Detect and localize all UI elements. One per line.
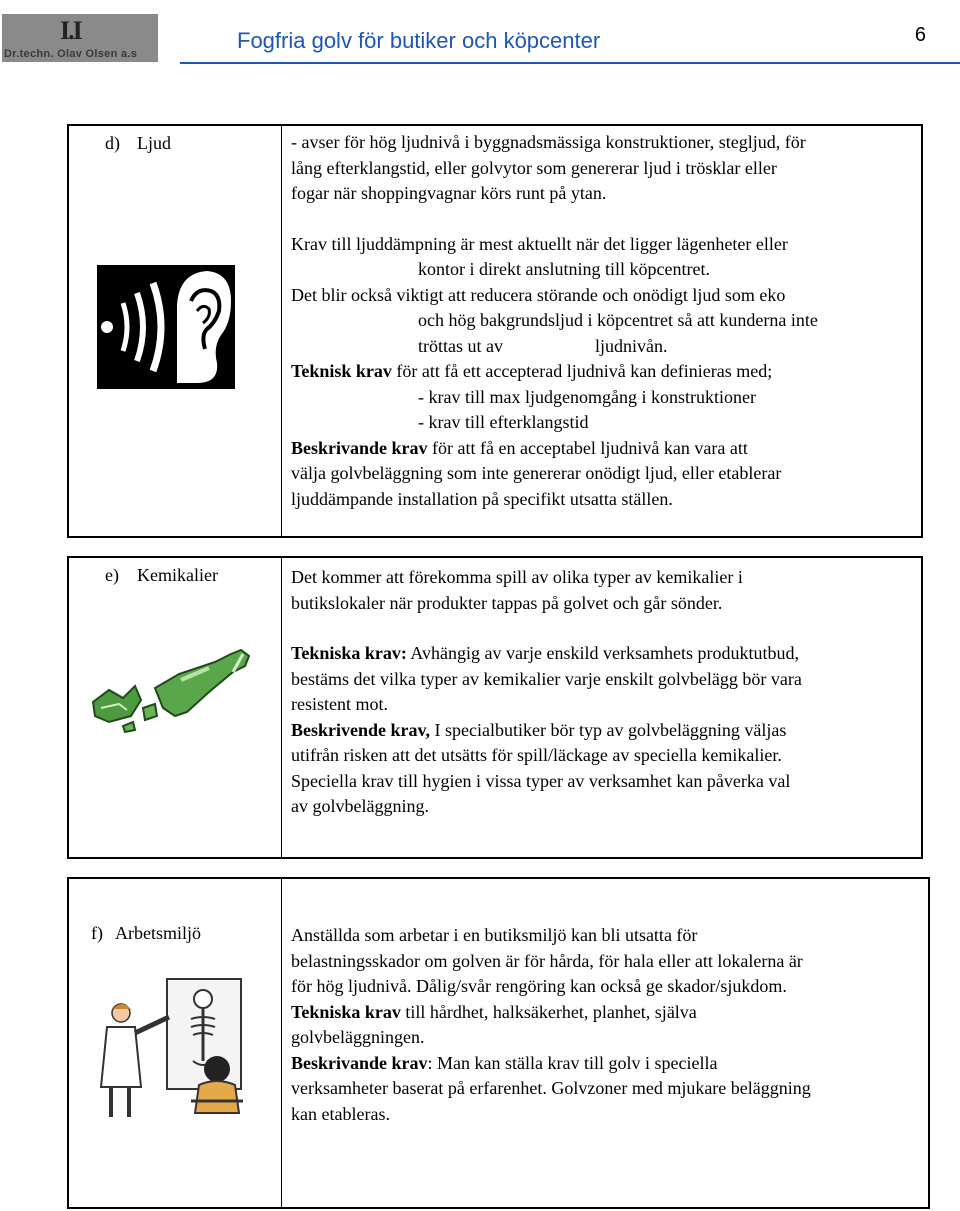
bold-term: Teknisk krav: [291, 361, 392, 381]
header-rule: [180, 62, 960, 64]
text-line: välja golvbeläggning som inte genererar onödigt ljud, eller etablerar: [291, 463, 782, 483]
sound-ear-icon: [97, 265, 235, 394]
section-body: [291, 130, 911, 512]
text-line: för hög ljudnivå. Dålig/svår rengöring kan också ge skador/sjukdom.: [291, 976, 787, 996]
bold-term: Tekniska krav: [291, 1001, 401, 1022]
section-kemikalier: [67, 556, 923, 859]
section-arbetsmiljo: [67, 877, 930, 1209]
section-label: [105, 565, 218, 586]
text-fragment: tröttas ut av: [418, 335, 503, 356]
text-line: lång efterklangstid, eller golvytor som genererar ljud i trösklar eller: [291, 157, 777, 178]
text-fragment: Avhängig av varje enskild verksamhets produktutbud,: [406, 643, 799, 663]
text-line: och hög bakgrundsljud i köpcentret så att kunderna inte: [418, 310, 818, 330]
bold-term: Beskrivende krav,: [291, 719, 431, 740]
text-line: resistent mot.: [291, 694, 388, 714]
text-line: [291, 718, 911, 744]
text-line: Speciella krav till hygien i vissa typer av verksamhet kan påverka val: [291, 770, 791, 791]
text-line: verksamheter baserat på erfarenhet. Golvzoner med mjukare beläggning: [291, 1078, 811, 1098]
text-line: belastningsskador om golven är för hårda, för hala eller att lokalerna är: [291, 950, 803, 971]
bold-term: Beskrivande krav: [291, 437, 428, 458]
text-line: Det kommer att förekomma spill av olika typer av kemikalier i: [291, 567, 743, 587]
text-line: fogar när shoppingvagnar körs runt på ytan.: [291, 183, 607, 203]
bold-term: Beskrivande krav: [291, 1052, 428, 1073]
text-line: [291, 1051, 919, 1077]
text-fragment: för att få en acceptabel ljudnivå kan vara att: [427, 437, 748, 458]
text-fragment: : Man kan ställa krav till golv i speciella: [427, 1052, 718, 1073]
broken-bottle-icon: [83, 646, 253, 743]
text-line: kan etableras.: [291, 1103, 390, 1124]
section-letter: f): [91, 923, 103, 943]
text-line: [291, 1000, 919, 1026]
text-line: [291, 436, 911, 462]
text-fragment: ljudnivån.: [594, 335, 668, 356]
section-label-text: Kemikalier: [137, 565, 218, 585]
text-line: - krav till max ljudgenomgång i konstruktioner: [418, 386, 756, 407]
company-logo: [2, 14, 158, 62]
text-line: - krav till efterklangstid: [418, 412, 589, 432]
section-letter: e): [105, 565, 119, 585]
section-body: [291, 923, 919, 1127]
section-ljud: [67, 124, 923, 538]
logo-text: Dr.techn. Olav Olsen a.s: [4, 48, 138, 60]
section-label: [105, 133, 171, 154]
logo-mark: I.I: [60, 16, 81, 45]
text-line: Det blir också viktigt att reducera störande och onödigt ljud som eko: [291, 284, 786, 305]
bold-term: Tekniska krav:: [291, 643, 407, 663]
doctor-skeleton-icon: [99, 977, 249, 1130]
text-line: [291, 334, 911, 360]
text-line: Krav till ljuddämpning är mest aktuellt när det ligger lägenheter eller: [291, 233, 788, 254]
column-divider: [281, 558, 282, 857]
text-line: butikslokaler när produkter tappas på golvet och går sönder.: [291, 592, 723, 613]
section-label-text: Ljud: [137, 133, 171, 153]
text-line: kontor i direkt anslutning till köpcentret.: [418, 259, 710, 279]
text-fragment: till hårdhet, halksäkerhet, planhet, själva: [400, 1001, 697, 1022]
text-line: [291, 641, 911, 667]
section-body: [291, 565, 911, 820]
text-line: bestäms det vilka typer av kemikalier varje enskilt golvbelägg bör vara: [291, 668, 802, 689]
column-divider: [281, 879, 282, 1207]
text-line: - avser för hög ljudnivå i byggnadsmässiga konstruktioner, stegljud, för: [291, 132, 806, 152]
section-label-text: Arbetsmiljö: [115, 923, 201, 943]
text-fragment: I specialbutiker bör typ av golvbeläggning väljas: [430, 719, 787, 740]
text-line: ljuddämpande installation på specifikt utsatta ställen.: [291, 488, 673, 509]
text-line: utifrån risken att det utsätts för spill/läckage av speciella kemikalier.: [291, 745, 782, 765]
text-fragment: för att få ett accepterad ljudnivå kan definieras med;: [391, 361, 773, 381]
column-divider: [281, 126, 282, 536]
text-line: golvbeläggningen.: [291, 1027, 425, 1047]
page-header-title: Fogfria golv för butiker och köpcenter: [237, 28, 601, 53]
text-line: av golvbeläggning.: [291, 796, 429, 816]
section-label: [91, 923, 201, 944]
section-letter: d): [105, 133, 120, 153]
page-number: 6: [914, 24, 926, 46]
text-line: [291, 359, 911, 385]
text-line: Anställda som arbetar i en butiksmiljö kan bli utsatta för: [291, 925, 698, 945]
